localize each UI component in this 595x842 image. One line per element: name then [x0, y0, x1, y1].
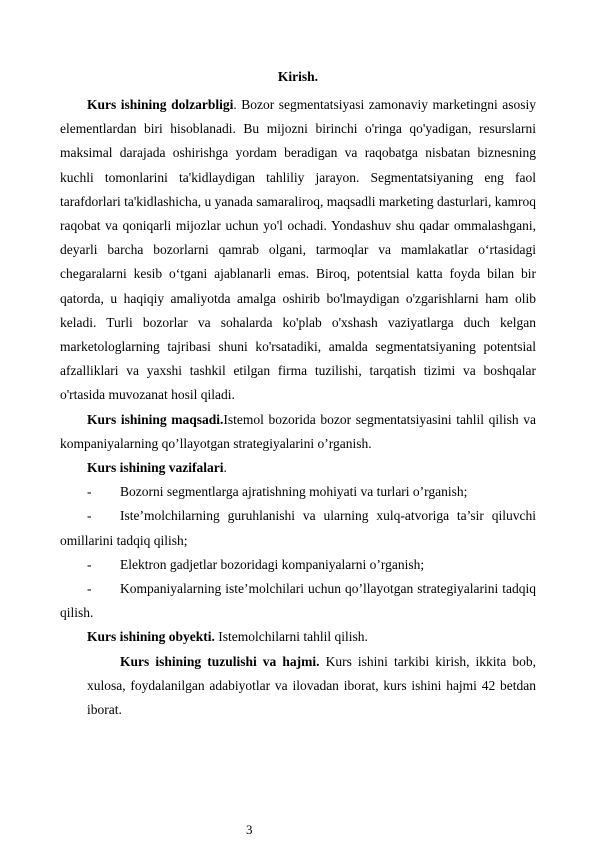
goal-paragraph — [60, 408, 536, 456]
dash-marker: - — [87, 508, 92, 524]
page-number: 3 — [246, 822, 253, 837]
list-item-text: Elektron gadjetlar bozoridagi kompaniyalarni o’rganish; — [120, 556, 425, 572]
section-title: Kirish. — [277, 69, 319, 84]
structure-lead: Kurs ishining tuzulishi va hajmi. — [120, 653, 320, 669]
list-item-text: Iste’molchilarning guruhlanishi va ularning xulq-atvoriga ta’sir qiluvchi omillarini tadqiq qilish; — [60, 508, 536, 548]
dash-marker: - — [87, 581, 92, 597]
structure-text: Kurs ishini tarkibi kirish, ikkita bob, xulosa, foydalanilgan adabiyotlar va ilovadan iborat, kurs ishini hajmi 42 betdan iborat. — [87, 653, 536, 718]
object-paragraph — [60, 625, 536, 649]
list-item-text: Kompaniyalarning iste’molchilari uchun qo’llayotgan strategiyalarini tadqiq qilish. — [60, 581, 536, 621]
relevance-lead: Kurs ishining dolzarbligi — [87, 97, 234, 112]
tasks-lead-punct: . — [223, 460, 227, 476]
list-item — [60, 577, 536, 625]
list-item — [60, 480, 536, 504]
dash-marker: - — [87, 556, 92, 572]
goal-lead: Kurs ishining maqsadi. — [87, 411, 224, 427]
page-content — [60, 65, 536, 722]
structure-paragraph — [87, 650, 536, 723]
list-item — [60, 504, 536, 552]
tasks-heading — [60, 456, 536, 480]
goal-text: Istemol bozorida bozor segmentatsiyasini tahlil qilish va kompaniyalarning qo’llayotgan strategiyalarini o’rganish. — [60, 411, 536, 451]
object-text: Istemolchilarni tahlil qilish. — [214, 629, 368, 645]
tasks-lead: Kurs ishining vazifalari — [87, 460, 224, 476]
list-item-text: Bozorni segmentlarga ajratishning mohiyati va turlari o’rganish; — [120, 484, 468, 500]
object-lead: Kurs ishining obyekti. — [87, 629, 215, 645]
list-item — [60, 553, 536, 577]
relevance-paragraph — [60, 93, 536, 408]
dash-marker: - — [87, 484, 92, 500]
relevance-text: . Bozor segmentatsiyasi zamonaviy marketingni asosiy elementlardan biri hisoblanadi. Bu mijozni birinchi o'ringa qo'yadigan, resurslarni maksimal darajada oshirishga yordam beradigan va raqobatga nisbatan biznesning kuchli tomonlarini ta'kidlaydigan tahliliy jarayon. Segmentatsiyaning eng faol tarafdorlari ta'kidlashicha, u yanada samaraliroq, maqsadli marketing dasturlari, kamroq raqobat va qoniqarli mijozlar uchun yo'l ochadi. Yondashuv shu qadar ommalashgani, deyarli barcha bozorlarni qamrab olgani, tarmoqlar va mamlakatlar o‘rtasidagi chegaralarni kesib o‘tgani ajablanarli emas. Biroq, potentsial katta foyda bilan bir qatorda, u haqiqiy amaliyotda amalga oshirib bo'lmaydigan o'zgarishlarni ham olib keladi. Turli bozorlar va sohalarda ko'plab o'xshash vaziyatlarga duch kelgan marketologlarning tajribasi shuni ko'rsatadiki, amalda segmentatsiyaning potentsial afzalliklari va yaxshi tashkil etilgan firma tuzilishi, tarqatish tizimi va boshqalar o'rtasida muvozanat hosil qiladi. — [60, 97, 536, 403]
